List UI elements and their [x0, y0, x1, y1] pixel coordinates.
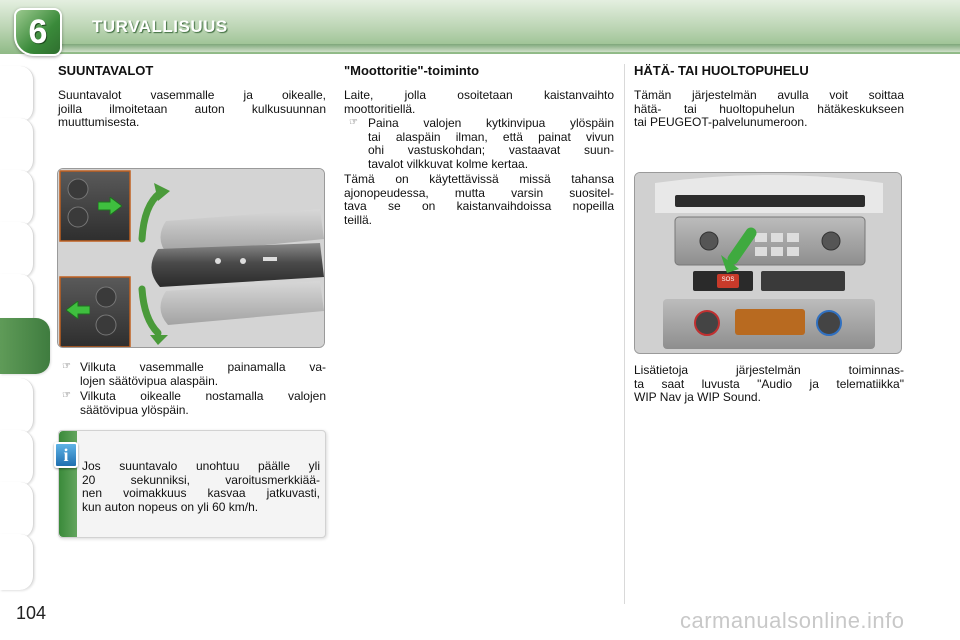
green-arrow-left-icon — [66, 301, 90, 319]
suuntavalot-bullet-2: Vilkuta oikealle nostamalla valojen säätövipua ylöspäin. — [80, 389, 326, 417]
side-tab-3[interactable] — [0, 170, 34, 226]
pointing-finger-icon: ☞ — [62, 361, 71, 372]
side-tab-9[interactable] — [0, 482, 34, 538]
side-tab-8[interactable] — [0, 430, 34, 486]
chapter-badge — [14, 8, 62, 56]
green-arrow-right-icon — [98, 197, 122, 215]
moottoritie-bullet: Paina valojen kytkinvipua ylöspäin tai alaspäin ilman, että painat vivun ohi vastuskohdan; vastaavat suun- tavalot vilkkuvat kolme kertaa. — [368, 116, 614, 171]
suuntavalot-bullet-1: Vilkuta vasemmalle painamalla va- lojen säätövipua alaspäin. — [80, 360, 326, 388]
hata-intro: Tämän järjestelmän avulla voit soittaa hätä- tai huoltopuhelun hätäkeskukseen tai PEUGEOT-palvelunumeroon. — [634, 88, 904, 129]
pointing-finger-icon: ☞ — [349, 117, 358, 128]
moottoritie-intro: Laite, jolla osoitetaan kaistanvaihto moottoritiellä. — [344, 88, 614, 116]
hata-heading: HÄTÄ- TAI HUOLTOPUHELU — [634, 63, 809, 78]
pointing-finger-icon: ☞ — [62, 390, 71, 401]
side-tab-4[interactable] — [0, 222, 34, 278]
page-number: 104 — [16, 603, 47, 623]
side-tab-10[interactable] — [0, 534, 34, 590]
side-tab-1[interactable] — [0, 66, 34, 122]
side-tab-2[interactable] — [0, 118, 34, 174]
suuntavalot-intro: Suuntavalot vasemmalle ja oikealle, joilla ilmoitetaan auton kulkusuunnan muuttumisesta. — [58, 88, 326, 129]
chapter-number: 6 — [28, 12, 48, 51]
moottoritie-heading: "Moottoritie"-toiminto — [344, 63, 480, 78]
sos-label: SOS — [721, 277, 735, 283]
info-icon: i — [54, 442, 78, 468]
turn-signal-stalk-figure — [57, 168, 325, 348]
watermark: carmanualsonline.info — [680, 608, 905, 633]
suuntavalot-heading: SUUNTAVALOT — [58, 63, 154, 78]
side-tab-7[interactable] — [0, 378, 34, 434]
moottoritie-body: Tämä on käytettävissä missä tahansa ajonopeudessa, mutta varsin suositel- tava se on kaistanvaihdoissa nopeilla teillä. — [344, 172, 614, 227]
column-divider — [624, 64, 625, 604]
hata-body: Lisätietoja järjestelmän toiminnas- ta saat luvusta "Audio ja telematiikka" WIP Nav ja WIP Sound. — [634, 363, 904, 404]
header-underline — [60, 44, 960, 52]
info-text: Jos suuntavalo unohtuu päälle yli 20 sekunniksi, varoitusmerkkiää- nen voimakkuus kasvaa jatkuvasti, kun auton nopeus on yli 60 km/h. — [82, 459, 320, 514]
chapter-title: TURVALLISUUS — [92, 17, 228, 36]
emergency-call-console-figure — [634, 172, 902, 354]
side-tab-active[interactable] — [0, 318, 50, 374]
